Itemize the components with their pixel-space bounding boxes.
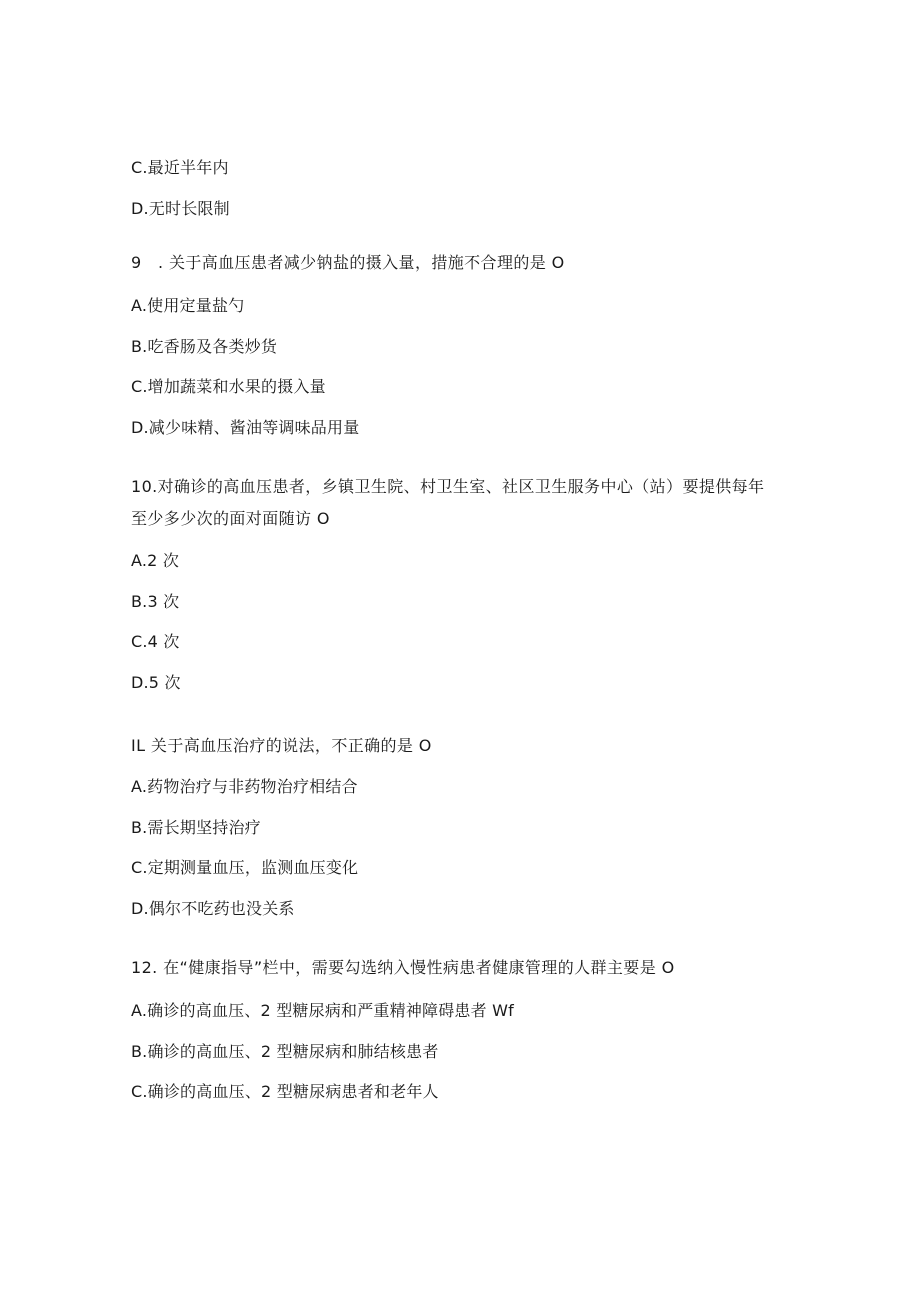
- option-line: A.使用定量盐勺: [131, 296, 245, 315]
- question-line: 9 . 关于高血压患者减少钠盐的摄入量，措施不合理的是 O: [131, 253, 565, 272]
- question-line: IL 关于高血压治疗的说法，不正确的是 O: [131, 736, 432, 755]
- question-line: 至少多少次的面对面随访 O: [131, 509, 330, 528]
- option-line: C.最近半年内: [131, 158, 229, 177]
- option-line: D.无时长限制: [131, 199, 230, 218]
- option-line: D.减少味精、酱油等调味品用量: [131, 418, 360, 437]
- option-line: C.定期测量血压，监测血压变化: [131, 858, 359, 877]
- option-line: B.吃香肠及各类炒货: [131, 337, 278, 356]
- question-line: 10.对确诊的高血压患者，乡镇卫生院、村卫生室、社区卫生服务中心（站）要提供每年: [131, 477, 765, 496]
- option-line: B.需长期坚持治疗: [131, 818, 261, 837]
- option-line: B.确诊的高血压、2 型糖尿病和肺结核患者: [131, 1042, 439, 1061]
- option-line: A.药物治疗与非药物治疗相结合: [131, 777, 358, 796]
- option-line: C.确诊的高血压、2 型糖尿病患者和老年人: [131, 1082, 439, 1101]
- option-line: B.3 次: [131, 592, 180, 611]
- option-line: D.偶尔不吃药也没关系: [131, 899, 295, 918]
- option-line: C.增加蔬菜和水果的摄入量: [131, 377, 326, 396]
- option-line: A.2 次: [131, 551, 180, 570]
- option-line: C.4 次: [131, 632, 180, 651]
- option-line: D.5 次: [131, 673, 181, 692]
- option-line: A.确诊的高血压、2 型糖尿病和严重精神障碍患者 Wf: [131, 1001, 514, 1020]
- question-line: 12. 在“健康指导”栏中，需要勾选纳入慢性病患者健康管理的人群主要是 O: [131, 958, 675, 977]
